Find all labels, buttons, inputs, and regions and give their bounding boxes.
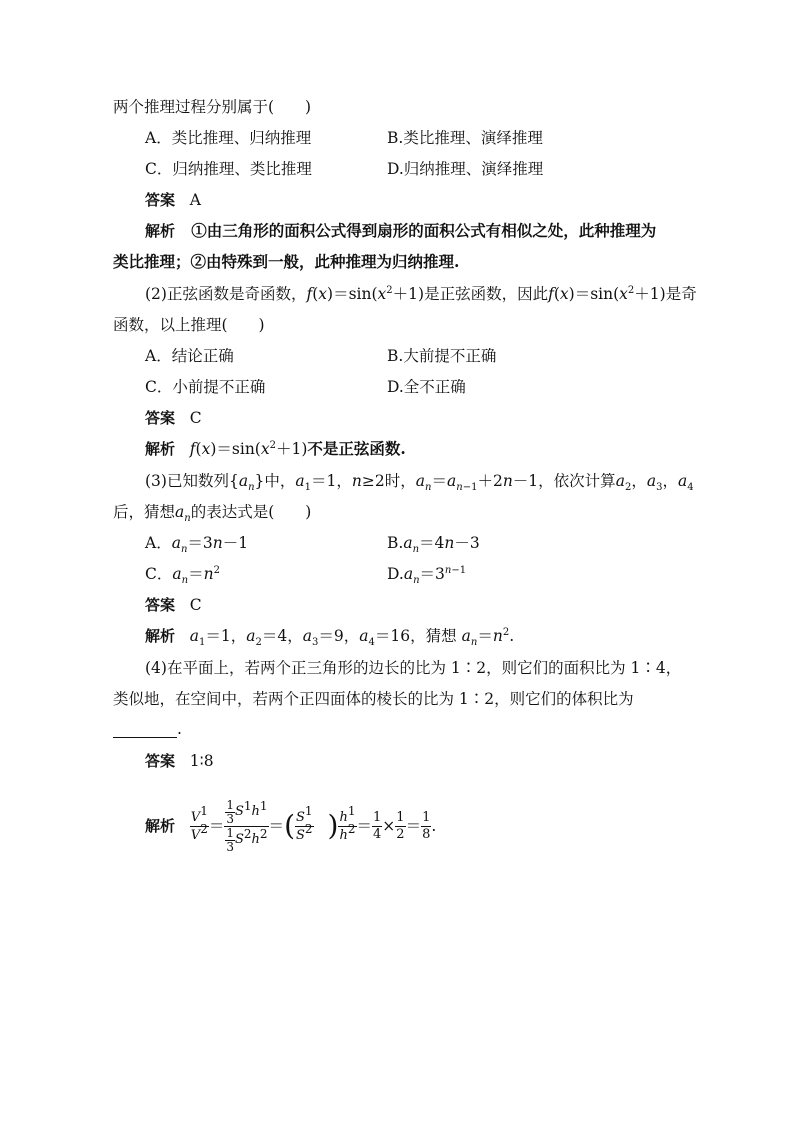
q4-stem-line2: 类似地，在空间中，若两个正四面体的棱长的比为 1∶2，则它们的体积比为	[113, 690, 634, 708]
analysis-text: 猜想	[425, 627, 457, 645]
analysis-label: 解析	[145, 627, 176, 645]
formula-frac-h: $\frac{h1}{h2}$	[339, 803, 356, 843]
q2-stem-text: 是奇	[665, 285, 697, 303]
q2-option-d: D.全不正确	[387, 378, 466, 396]
q4-stem-line1: (4)在平面上，若两个正三角形的边长的比为 1∶2，则它们的面积比为 1∶4，	[145, 659, 682, 677]
q2-option-c: C．小前提不正确	[145, 378, 266, 396]
q4-answer-blank: .	[113, 718, 182, 740]
answer-value: C	[189, 409, 202, 427]
q2-stem-line2: 函数，以上推理( )	[113, 316, 265, 334]
option-letter: A．	[145, 534, 172, 552]
q2-stem-text: (2)正弦函数是奇函数，	[145, 285, 307, 303]
formula-frac-s: $\frac{S1}{S2}$	[296, 803, 313, 843]
q3-stem-text: 后，猜想	[113, 503, 176, 521]
q3-option-b: $B.a_n=4n-3$	[387, 534, 480, 555]
q1-answer	[145, 189, 201, 211]
answer-label: 答案	[145, 191, 176, 209]
q3-option-d: $D.a_n=3^{n-1}$	[387, 565, 467, 586]
q3-answer	[145, 594, 202, 616]
formula-frac-quarter: $\frac{1}{4}$	[373, 809, 382, 842]
q3-stem-text: (3)已知数列{	[145, 472, 239, 490]
analysis-text: ①由三角形的面积公式得到扇形的面积公式有相似之处，此种推理为	[191, 221, 657, 240]
option-letter: C．	[145, 565, 173, 583]
q2-option-b: B.大前提不正确	[387, 347, 497, 365]
q3-option-c: C．$a_n=n^2$	[145, 565, 220, 586]
q4-answer	[145, 750, 214, 772]
analysis-text: 不是正弦函数.	[307, 439, 406, 458]
answer-value: 1∶8	[189, 752, 214, 770]
formula-frac-half: $\frac{1}{2}$	[396, 809, 405, 842]
formula-frac-eighth: $\frac{1}{8}$	[422, 809, 431, 842]
q4-analysis: 解析 $\frac{V1}{V2}$ ＝ $\frac{1}{3}$ S 1 h 1 $\frac{1}{3}$ S 2 h 2 ＝ ( $\frac{S1}{S2}$ ) $\frac{h1}{h2}$ ＝ $\frac{1}{4}$ × $\frac{1}{2}$ ＝ $\frac{1}{8}$ .	[145, 797, 437, 854]
q2-option-a: A．结论正确	[145, 347, 234, 365]
fill-blank	[113, 723, 177, 738]
q3-stem-text: ，依次计算	[538, 472, 616, 490]
q1-option-a: A．类比推理、归纳推理	[145, 129, 312, 147]
formula-frac-volume: $\frac{1}{3}$ S 1 h 1 $\frac{1}{3}$ S 2 h 2	[226, 797, 268, 854]
answer-value: C	[189, 596, 202, 614]
analysis-label: 解析	[145, 222, 176, 240]
answer-label: 答案	[145, 409, 176, 427]
analysis-label: 解析	[145, 817, 176, 835]
q3-option-a: A．$a_n=3n-1$	[145, 534, 249, 555]
q3-stem-line2: 后，猜想$a_n$的表达式是( )	[113, 503, 312, 524]
q2-answer	[145, 407, 202, 429]
math-expr: f	[306, 285, 313, 303]
q1-stem: 两个推理过程分别属于( )	[113, 98, 312, 116]
q3-stem-line1: (3)已知数列$\{a_n\}$中，$a_1=1$，n≥2时，$a_n=a_{n-1}+2n-1$，依次计算$a_2$，$a_3$，$a_4$	[145, 472, 694, 493]
q3-stem-text: 时，	[384, 472, 416, 490]
answer-label: 答案	[145, 596, 176, 614]
q1-option-b: B.类比推理、演绎推理	[387, 129, 543, 147]
q3-stem-text: }中，	[254, 472, 296, 490]
q3-analysis: 解析 $a_1=1$，$a_2=4$，$a_3=9$，$a_4=16$，猜想 $a_n=n^2$.	[145, 627, 515, 648]
answer-label: 答案	[145, 752, 176, 770]
q1-option-c: C．归纳推理、类比推理	[145, 160, 312, 178]
q2-stem-text: 是正弦函数，因此	[424, 285, 549, 303]
option-letter: D.	[387, 565, 404, 583]
q2-stem-line1: (2)正弦函数是奇函数，$f(x)=\sin(x^2+1)$是正弦函数，因此$f(x)=\sin(x^2+1)$是奇	[145, 285, 697, 303]
option-letter: B.	[387, 534, 404, 552]
answer-value: A	[189, 191, 201, 209]
formula-frac-v: $\frac{V1}{V2}$	[190, 803, 208, 843]
analysis-label: 解析	[145, 440, 176, 458]
q2-analysis: 解析 $f(x)=\sin(x^2+1)$不是正弦函数.	[145, 439, 406, 458]
q3-stem-text: 的表达式是( )	[190, 503, 312, 521]
q1-option-d: D.归纳推理、演绎推理	[387, 160, 544, 178]
q1-analysis-line2: 类比推理；②由特殊到一般，此种推理为归纳推理.	[113, 252, 460, 271]
q1-analysis-line1	[145, 220, 656, 242]
